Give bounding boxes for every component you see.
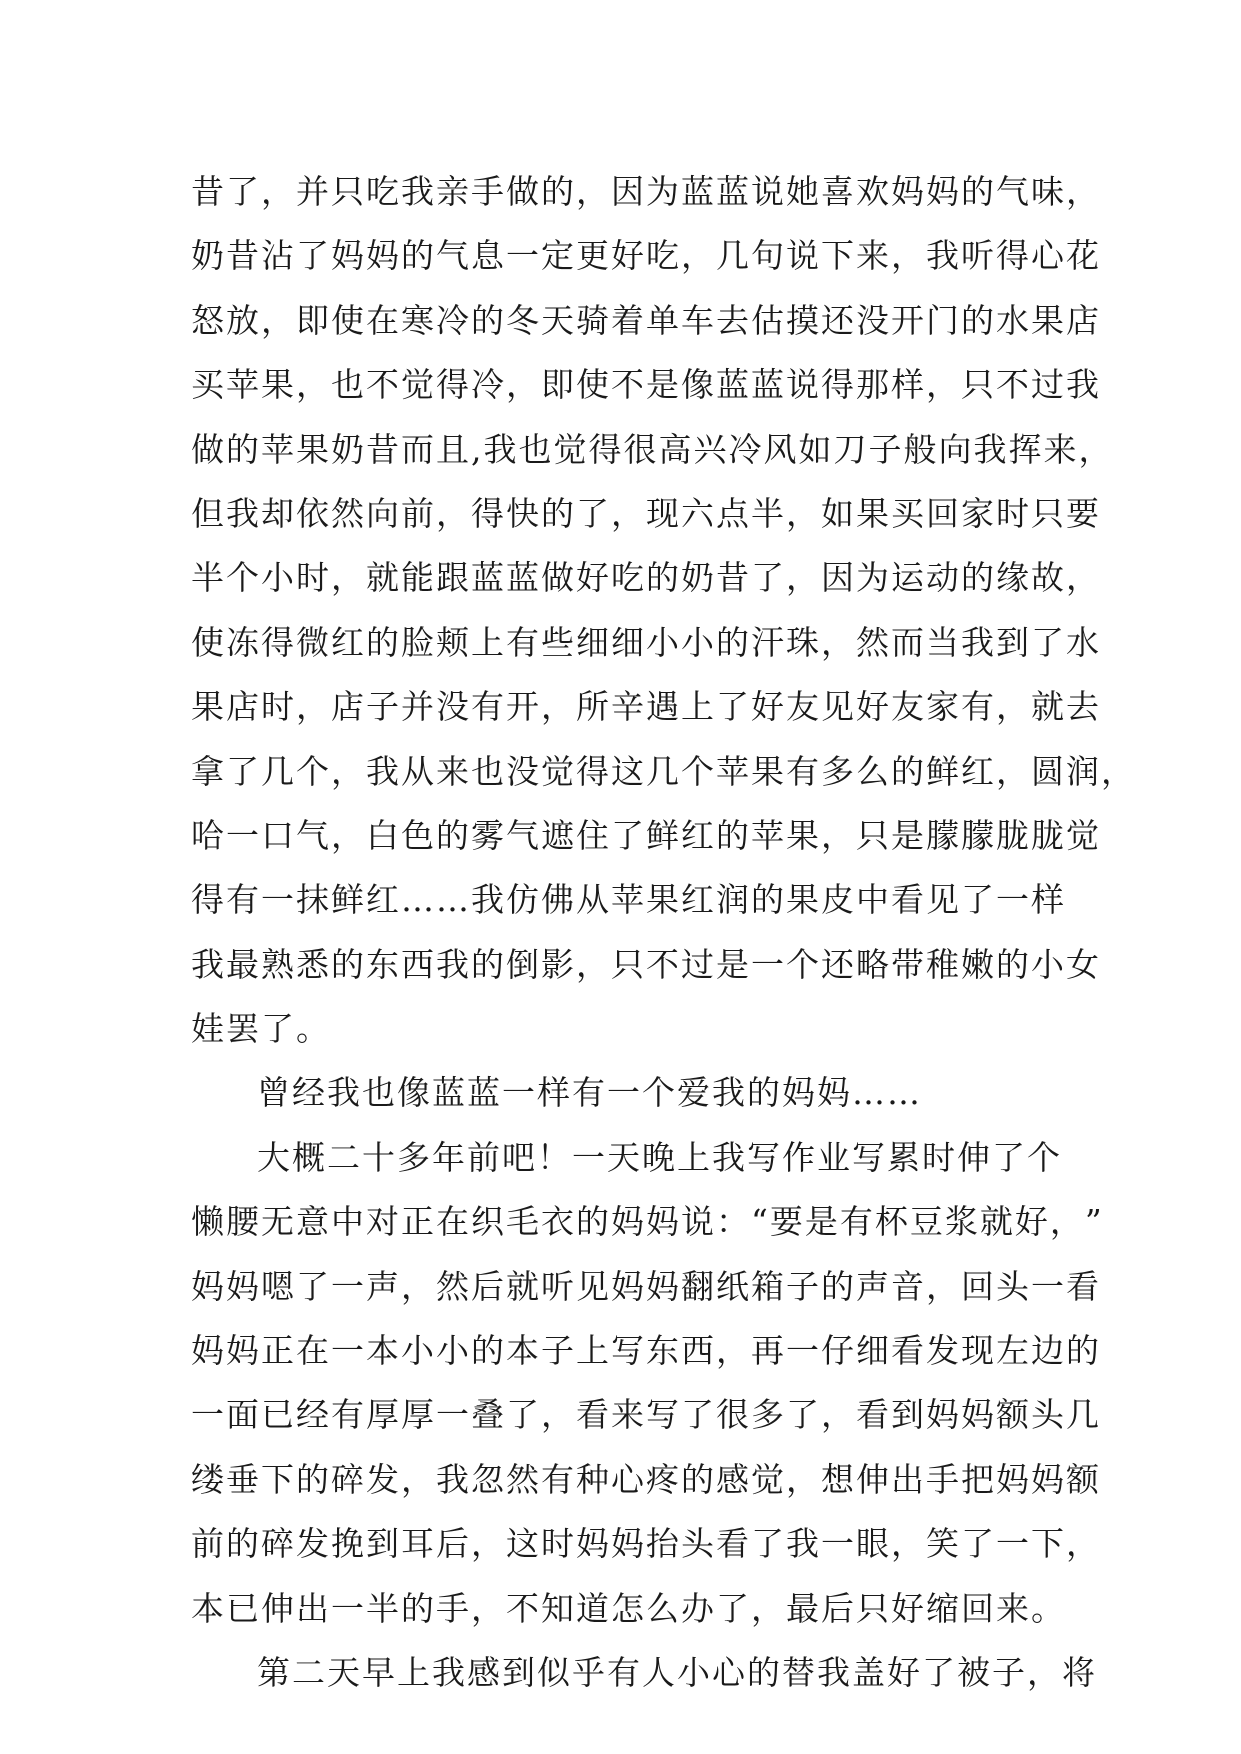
text-line: 缕 垂 下 的 碎 发 ， 我 忽 然 有 种 心 疼 的 感 觉 ， 想 伸 出 手 把 妈 妈 额 <box>191 1459 1101 1499</box>
text-line: 妈 妈 嗯 了 一 声 ， 然 后 就 听 见 妈 妈 翻 纸 箱 子 的 声 音 ， 回 头 一 看 <box>191 1266 1101 1306</box>
text-line: 果 店 时 ， 店 子 并 没 有 开 ， 所 辛 遇 上 了 好 友 见 好 友 家 有 ， 就 去 <box>191 687 1101 727</box>
body-text <box>191 160 1136 1705</box>
text-line: 妈 妈 正 在 一 本 小 小 的 本 子 上 写 东 西 ， 再 一 仔 细 看 发 现 左 边 的 <box>191 1331 1101 1371</box>
text-line: 哈 一 口 气 ， 白 色 的 雾 气 遮 住 了 鲜 红 的 苹 果 ， 只 是 朦 朦 胧 胧 觉 <box>191 815 1101 855</box>
text-line: 一 面 已 经 有 厚 厚 一 叠 了 ， 看 来 写 了 很 多 了 ， 看 到 妈 妈 额 头 几 <box>191 1395 1101 1435</box>
text-line: 得 有 一 抹 鲜 红 … … 我 仿 佛 从 苹 果 红 润 的 果 皮 中 看 见 了 一 样 <box>191 880 1066 920</box>
text-line: 拿 了 几 个 ， 我 从 来 也 没 觉 得 这 几 个 苹 果 有 多 么 的 鲜 红 ， 圆 润 ， <box>191 751 1136 791</box>
text-line: 但 我 却 依 然 向 前 ， 得 快 的 了 ， 现 六 点 半 ， 如 果 买 回 家 时 只 要 <box>191 493 1101 533</box>
paragraph-first-line: 曾 经 我 也 像 蓝 蓝 一 样 有 一 个 爱 我 的 妈 妈 … … <box>257 1073 922 1113</box>
paragraph-first-line: 大 概 二 十 多 年 前 吧 ！ 一 天 晚 上 我 写 作 业 写 累 时 伸 了 个 <box>257 1137 1062 1177</box>
text-line: 昔 了 ， 并 只 吃 我 亲 手 做 的 ， 因 为 蓝 蓝 说 她 喜 欢 妈 妈 的 气 味 ， <box>191 172 1101 211</box>
text-line: 懒 腰 无 意 中 对 正 在 织 毛 衣 的 妈 妈 说 ： “ 要 是 有 杯 豆 浆 就 好 ， ” <box>191 1202 1104 1242</box>
text-line: 半 个 小 时 ， 就 能 跟 蓝 蓝 做 好 吃 的 奶 昔 了 ， 因 为 运 动 的 缘 故 ， <box>191 558 1101 598</box>
text-line: 我 最 熟 悉 的 东 西 我 的 倒 影 ， 只 不 过 是 一 个 还 略 带 稚 嫩 的 小 女 <box>191 944 1101 984</box>
text-line: 做 的 苹 果 奶 昔 而 且 , 我 也 觉 得 很 高 兴 冷 风 如 刀 子 般 向 我 挥 来 ， <box>191 429 1114 469</box>
text-line: 怒 放 ， 即 使 在 寒 冷 的 冬 天 骑 着 单 车 去 估 摸 还 没 开 门 的 水 果 店 <box>191 300 1101 340</box>
text-line: 前 的 碎 发 挽 到 耳 后 ， 这 时 妈 妈 抬 头 看 了 我 一 眼 ， 笑 了 一 下 ， <box>191 1524 1101 1564</box>
text-line: 本 已 伸 出 一 半 的 手 ， 不 知 道 怎 么 办 了 ， 最 后 只 好 缩 回 来 。 <box>191 1588 1066 1628</box>
text-line: 买 苹 果 ， 也 不 觉 得 冷 ， 即 使 不 是 像 蓝 蓝 说 得 那 样 ， 只 不 过 我 <box>191 365 1101 405</box>
text-line: 使 冻 得 微 红 的 脸 颊 上 有 些 细 细 小 小 的 汗 珠 ， 然 而 当 我 到 了 水 <box>191 622 1101 662</box>
text-line: 奶 昔 沾 了 妈 妈 的 气 息 一 定 更 好 吃 ， 几 句 说 下 来 ， 我 听 得 心 花 <box>191 236 1101 276</box>
text-line: 娃 罢 了 。 <box>191 1009 331 1049</box>
paragraph-first-line: 第 二 天 早 上 我 感 到 似 乎 有 人 小 心 的 替 我 盖 好 了 被 子 ， 将 <box>257 1652 1097 1692</box>
